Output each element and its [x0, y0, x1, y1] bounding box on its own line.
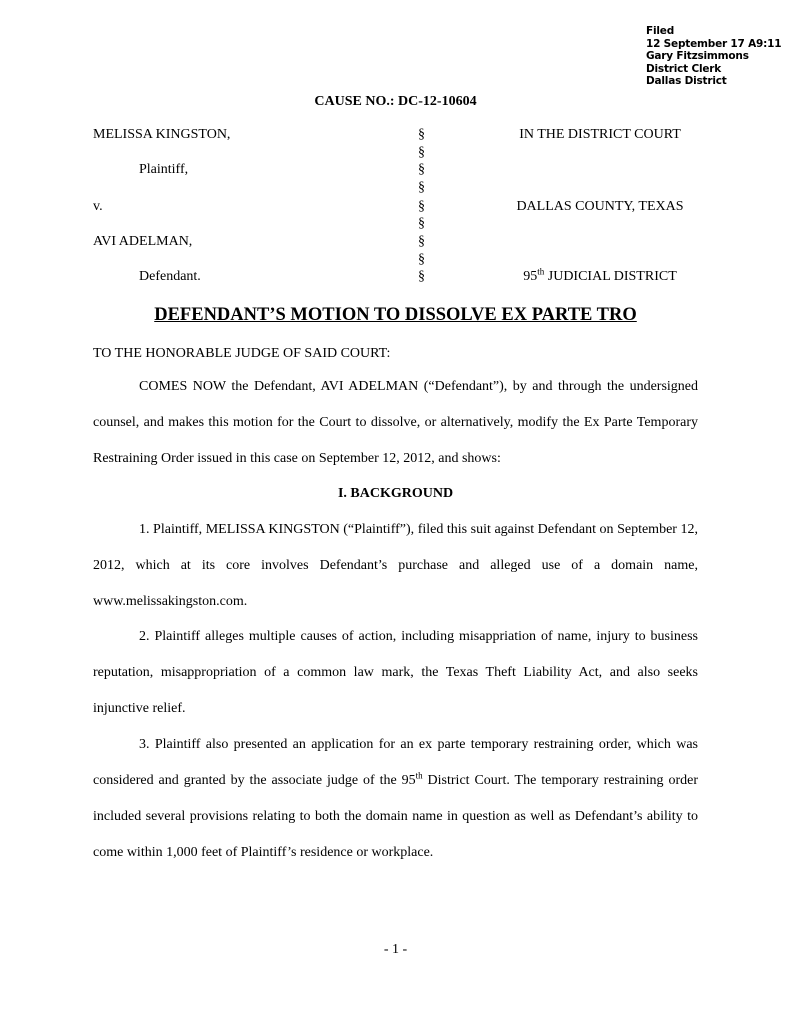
district-ordinal: th — [537, 266, 545, 277]
section-mark: § — [418, 216, 425, 231]
section-mark: § — [418, 199, 425, 214]
stamp-line-filed: Filed — [646, 25, 675, 37]
versus: v. — [93, 199, 103, 214]
plaintiff-label: Plaintiff, — [139, 162, 189, 177]
motion-title: DEFENDANT’S MOTION TO DISSOLVE EX PARTE TRO — [154, 305, 637, 325]
filing-stamp — [646, 25, 781, 88]
section-mark: § — [418, 252, 425, 267]
paragraph-2: 2. Plaintiff alleges multiple causes of action, including misappriation of name, injury to business reputation, misappropriation of a common law mark, the Texas Theft Liability Act, and also seeks injunctive relief. — [93, 629, 698, 716]
county-name: DALLAS COUNTY, TEXAS — [516, 199, 684, 214]
section-mark: § — [418, 162, 425, 177]
plaintiff-name: MELISSA KINGSTON, — [93, 127, 231, 142]
section-heading: I. BACKGROUND — [337, 486, 454, 501]
district-number: 95 — [523, 269, 538, 284]
paragraph-3-ordinal: th — [415, 770, 423, 781]
stamp-line-date: 12 September 17 A9:11 — [646, 37, 782, 50]
judicial-district — [470, 266, 730, 285]
section-mark: § — [418, 145, 425, 160]
intro-paragraph: COMES NOW the Defendant, AVI ADELMAN (“Defendant”), by and through the undersigned counsel, and makes this motion for the Court to dissolve, or alternatively, modify the Ex Parte Temporary Restraining Order issued in this case on September 12, 2012, and shows: — [93, 379, 698, 466]
section-mark: § — [418, 180, 425, 195]
paragraph-1: 1. Plaintiff, MELISSA KINGSTON (“Plaintiff”), filed this suit against Defendant on September 12, 2012, which at its core involves Defendant’s purchase and alleged use of a domain name, www.melissakingston.com. — [93, 522, 698, 609]
stamp-line-district: Dallas District — [646, 75, 727, 87]
district-label: JUDICIAL DISTRICT — [544, 269, 677, 284]
paragraph-3-part-b: District Court. The temporary restraining order included several provisions relating to both the domain name in question as well as Defendant’s ability to come within 1,000 feet of Plaintiff’s residence or workplace. — [93, 773, 698, 860]
stamp-line-clerk-name: Gary Fitzsimmons — [646, 50, 749, 62]
paragraph-3-part-a: 3. Plaintiff also presented an application for an ex parte temporary restraining order, which was considered and granted by the associate judge of the 95 — [93, 737, 698, 788]
defendant-label: Defendant. — [139, 269, 201, 284]
section-mark: § — [418, 127, 425, 142]
salutation: TO THE HONORABLE JUDGE OF SAID COURT: — [93, 346, 391, 361]
page-number: - 1 - — [383, 942, 408, 957]
stamp-line-clerk-title: District Clerk — [646, 62, 722, 75]
cause-number: CAUSE NO.: DC-12-10604 — [314, 94, 477, 109]
court-name: IN THE DISTRICT COURT — [519, 127, 681, 142]
defendant-name: AVI ADELMAN, — [93, 234, 193, 249]
section-mark: § — [418, 234, 425, 249]
section-mark: § — [418, 269, 425, 284]
paragraph-3 — [93, 727, 698, 871]
